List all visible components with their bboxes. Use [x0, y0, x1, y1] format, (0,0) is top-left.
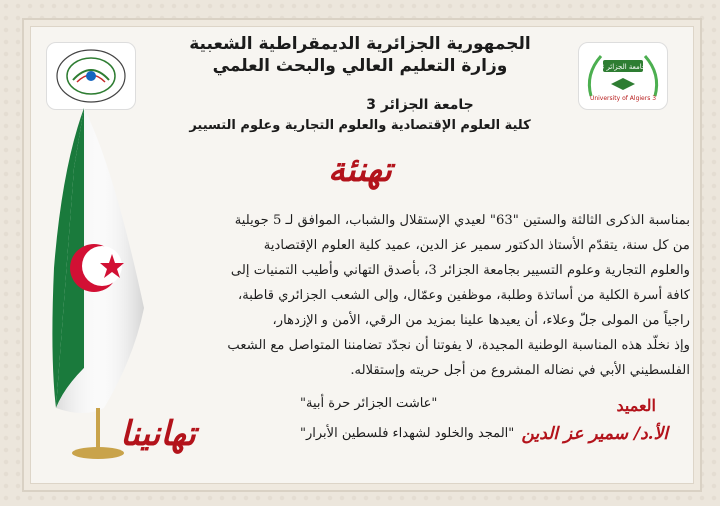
message-line: كافة أسرة الكلية من أساتذة وطلبة، موظفين وعمّال، وإلى الشعب الجزائري قاطبة، — [237, 288, 690, 303]
ministry-line: وزارة التعليم العالي والبحث العلمي — [212, 56, 508, 76]
university-name: جامعة الجزائر 3 — [366, 97, 474, 113]
flag-pole — [96, 408, 100, 448]
signature-title: العميد — [616, 396, 656, 415]
logo-arabic-text: جامعة الجزائر 3 — [599, 63, 647, 71]
greeting-title: تهنئة — [328, 150, 392, 190]
congrats-calligraphy: تهانينا — [120, 414, 196, 454]
message-line: الفلسطيني الأبي في نضاله المشروع من أجل حريته وإستقلاله. — [350, 363, 690, 378]
message-line: من كل سنة، يتقدّم الأستاذ الدكتور سمير عز الدين، عميد كلية العلوم الإقتصادية — [263, 238, 690, 253]
message-line: وإذ نخلّد هذه المناسبة الوطنية المجيدة، لا يفوتنا أن نجدّد تضامننا المتواصل مع الشعب — [227, 338, 690, 353]
faculty-name: كلية العلوم الإقتصادية والعلوم التجارية وعلوم التسيير — [189, 118, 531, 133]
signature-name: الأ.د/ سمير عز الدين — [521, 424, 668, 444]
slogan-algeria: "عاشت الجزائر حرة أبية" — [300, 396, 438, 411]
slogan-palestine: "المجد والخلود لشهداء فلسطين الأبرار" — [300, 426, 515, 441]
message-line: والعلوم التجارية وعلوم التسيير بجامعة الجزائر 3، بأصدق التهاني وأطيب التمنيات إلى — [230, 263, 690, 278]
message-line: راجياً من المولى جلّ وعلاء، أن يعيدها علينا بمزيد من الرقي، الأمن و الإزدهار، — [272, 313, 690, 328]
congratulation-message — [170, 208, 690, 383]
message-line: بمناسبة الذكرى الثالثة والستين "63" لعيدي الإستقلال والشباب، الموافق لـ 5 جويلية — [234, 213, 690, 228]
republic-line: الجمهورية الجزائرية الديمقراطية الشعبية — [189, 34, 531, 54]
flag-stand — [72, 447, 124, 459]
logo-latin-text: University of Algiers 3 — [589, 95, 657, 102]
